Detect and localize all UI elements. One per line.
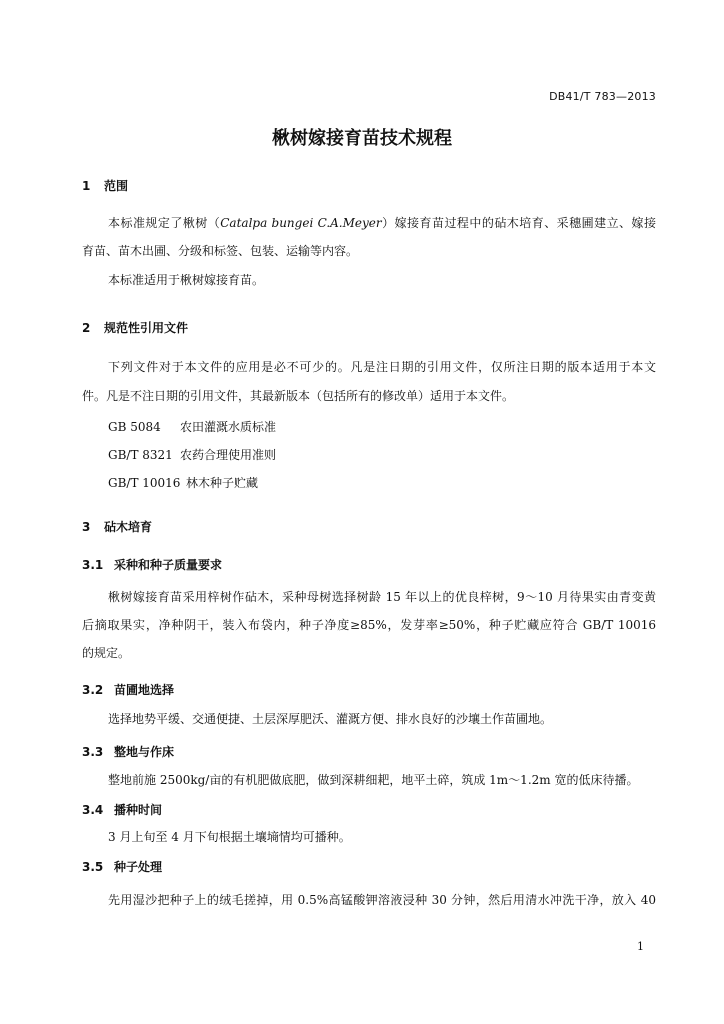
page-number: 1 — [637, 940, 644, 953]
standard-code: DB41/T 783—2013 — [549, 90, 656, 103]
paragraph: 整地前施 2500kg/亩的有机肥做底肥，做到深耕细耙，地平土碎，筑成 1m～1.2m 宽的低床待播。 — [108, 773, 639, 787]
section-title: 砧木培育 — [104, 520, 153, 534]
subsection-3-3-heading — [82, 743, 174, 760]
section-number: 3 — [82, 520, 91, 534]
paragraph-line: 下列文件对于本文件的应用是必不可少的。凡是注日期的引用文件，仅所注日期的版本适用于本文 — [108, 360, 656, 374]
subsection-3-1-heading — [82, 556, 222, 573]
section-title: 范围 — [104, 179, 129, 193]
subsection-title: 采种和种子质量要求 — [114, 558, 223, 572]
subsection-3-2-heading — [82, 681, 174, 698]
section-title: 规范性引用文件 — [104, 321, 189, 335]
normative-reference — [108, 418, 276, 435]
subsection-title: 苗圃地选择 — [114, 683, 175, 697]
subsection-3-4-heading — [82, 801, 162, 818]
subsection-number: 3.1 — [82, 558, 104, 572]
subsection-title: 种子处理 — [114, 860, 163, 874]
reference-title: 林木种子贮藏 — [186, 476, 259, 490]
text-run: 本标准规定了楸树（ — [108, 216, 221, 230]
normative-reference — [108, 446, 276, 463]
paragraph-line: 的规定。 — [82, 646, 131, 660]
subsection-title: 播种时间 — [114, 803, 163, 817]
subsection-3-5-heading — [82, 858, 162, 875]
subsection-number: 3.2 — [82, 683, 104, 697]
subsection-title: 整地与作床 — [114, 745, 175, 759]
paragraph-line: 后摘取果实，净种阴干，装入布袋内，种子净度≥85%，发芽率≥50%，种子贮藏应符合 GB/T 10016 — [82, 618, 656, 632]
reference-title: 农田灌溉水质标准 — [180, 420, 277, 434]
reference-title: 农药合理使用准则 — [180, 448, 277, 462]
subsection-number: 3.5 — [82, 860, 104, 874]
section-number: 1 — [82, 179, 91, 193]
paragraph-line: 件。凡是不注日期的引用文件，其最新版本（包括所有的修改单）适用于本文件。 — [82, 389, 515, 403]
paragraph-line: 先用湿沙把种子上的绒毛搓掉，用 0.5%高锰酸钾溶液浸种 30 分钟，然后用清水冲洗干净，放入 40 — [108, 893, 656, 907]
paragraph: 3 月上旬至 4 月下旬根据土壤墒情均可播种。 — [108, 830, 351, 844]
reference-code: GB/T 10016 — [108, 476, 181, 490]
section-1-heading — [82, 177, 128, 194]
paragraph: 本标准适用于楸树嫁接育苗。 — [108, 273, 265, 287]
paragraph-line — [108, 216, 656, 230]
latin-name: Catalpa bungei C.A.Meyer — [220, 216, 382, 230]
paragraph: 选择地势平缓、交通便捷、土层深厚肥沃、灌溉方便、排水良好的沙壤土作苗圃地。 — [108, 712, 553, 726]
section-2-heading — [82, 319, 188, 336]
section-3-heading — [82, 518, 152, 535]
reference-code: GB/T 8321 — [108, 448, 173, 462]
subsection-number: 3.4 — [82, 803, 104, 817]
normative-reference — [108, 474, 258, 491]
subsection-number: 3.3 — [82, 745, 104, 759]
paragraph-line: 楸树嫁接育苗采用梓树作砧木，采种母树选择树龄 15 年以上的优良梓树，9～10 月待果实由青变黄 — [108, 590, 656, 604]
text-run: ）嫁接育苗过程中的砧木培育、采穗圃建立、嫁接 — [381, 216, 656, 230]
document-title: 楸树嫁接育苗技术规程 — [272, 128, 452, 149]
reference-code: GB 5084 — [108, 420, 161, 434]
section-number: 2 — [82, 321, 91, 335]
paragraph-line: 育苗、苗木出圃、分级和标签、包装、运输等内容。 — [82, 244, 359, 258]
